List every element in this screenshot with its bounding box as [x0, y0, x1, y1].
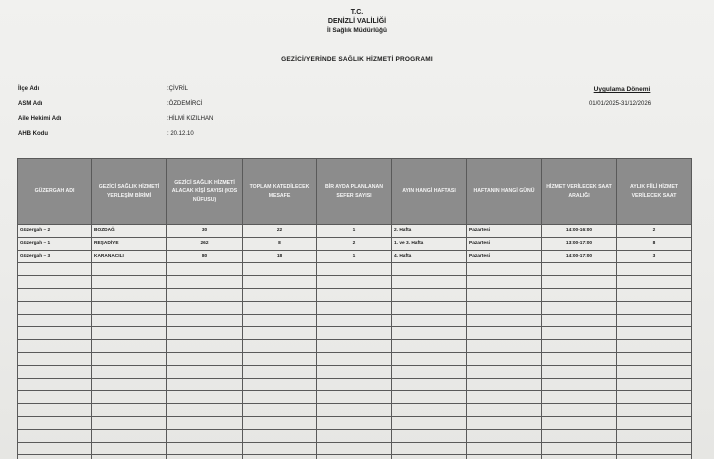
settlement-cell: REŞADİYE — [92, 237, 167, 250]
population-cell — [167, 340, 243, 353]
trips-cell — [317, 455, 392, 459]
week-cell — [392, 378, 467, 391]
population-cell: 30 — [167, 225, 243, 238]
asm-value: :ÖZDEMİRCİ — [167, 101, 203, 107]
route-name-cell — [18, 276, 92, 289]
settlement-cell — [92, 391, 167, 404]
day-cell — [467, 442, 542, 455]
monthly-hours-cell — [617, 455, 692, 459]
hours-cell — [542, 455, 617, 459]
monthly-hours-cell — [617, 288, 692, 301]
distance-cell — [243, 276, 317, 289]
table-row — [18, 225, 692, 238]
trips-cell: 1 — [317, 225, 392, 238]
distance-cell — [243, 365, 317, 378]
trips-cell — [317, 416, 392, 429]
week-cell — [392, 340, 467, 353]
col-header-week: AYIN HANGİ HAFTASI — [392, 159, 467, 225]
trips-cell — [317, 391, 392, 404]
day-cell — [467, 327, 542, 340]
monthly-hours-cell — [617, 378, 692, 391]
col-header-route-name: GÜZERGAH ADI — [18, 159, 92, 225]
asm-label: ASM Adı — [18, 101, 43, 107]
population-cell — [167, 429, 243, 442]
distance-cell — [243, 352, 317, 365]
trips-cell — [317, 340, 392, 353]
trips-cell — [317, 429, 392, 442]
settlement-cell — [92, 288, 167, 301]
trips-cell — [317, 365, 392, 378]
monthly-hours-cell: 3 — [617, 250, 692, 263]
week-cell — [392, 352, 467, 365]
day-cell — [467, 263, 542, 276]
day-cell — [467, 301, 542, 314]
day-cell — [467, 365, 542, 378]
week-cell — [392, 288, 467, 301]
hours-cell — [542, 378, 617, 391]
population-cell — [167, 455, 243, 459]
route-name-cell: Güzergah – 2 — [18, 225, 92, 238]
day-cell — [467, 314, 542, 327]
hours-cell — [542, 340, 617, 353]
population-cell — [167, 352, 243, 365]
day-cell — [467, 378, 542, 391]
week-cell — [392, 314, 467, 327]
population-cell — [167, 404, 243, 417]
day-cell: Pazartesi — [467, 237, 542, 250]
population-cell — [167, 416, 243, 429]
settlement-cell — [92, 378, 167, 391]
settlement-cell — [92, 429, 167, 442]
settlement-cell — [92, 352, 167, 365]
route-name-cell — [18, 327, 92, 340]
table-row-empty — [18, 340, 692, 353]
table-row-empty — [18, 263, 692, 276]
day-cell — [467, 391, 542, 404]
trips-cell — [317, 352, 392, 365]
population-cell: 262 — [167, 237, 243, 250]
route-name-cell — [18, 301, 92, 314]
period-value: 01/01/2025-31/12/2026 — [588, 101, 652, 107]
table-row-empty — [18, 404, 692, 417]
route-name-cell: Güzergah – 3 — [18, 250, 92, 263]
route-name-cell — [18, 340, 92, 353]
col-header-population: GEZİCİ SAĞLIK HİZMETİ ALACAK KİŞİ SAYISI (KDS NÜFUSU) — [167, 159, 243, 225]
distance-cell — [243, 288, 317, 301]
day-cell: Pazartesi — [467, 225, 542, 238]
week-cell: 4. Hafta — [392, 250, 467, 263]
day-cell — [467, 288, 542, 301]
route-name-cell — [18, 404, 92, 417]
district-label: İlçe Adı — [18, 86, 40, 92]
population-cell — [167, 263, 243, 276]
table-row-empty — [18, 416, 692, 429]
distance-cell — [243, 416, 317, 429]
hours-cell: 14:00-17:00 — [542, 250, 617, 263]
monthly-hours-cell — [617, 276, 692, 289]
settlement-cell — [92, 301, 167, 314]
day-cell — [467, 340, 542, 353]
monthly-hours-cell: 8 — [617, 237, 692, 250]
header-directorate: İl Sağlık Müdürlüğü — [327, 27, 387, 34]
monthly-hours-cell — [617, 352, 692, 365]
week-cell — [392, 404, 467, 417]
distance-cell — [243, 378, 317, 391]
hours-cell — [542, 301, 617, 314]
population-cell — [167, 276, 243, 289]
document-title: GEZİCİ/YERİNDE SAĞLIK HİZMETİ PROGRAMI — [281, 56, 433, 63]
trips-cell: 1 — [317, 250, 392, 263]
district-value: :ÇİVRİL — [167, 86, 189, 92]
monthly-hours-cell — [617, 301, 692, 314]
hours-cell — [542, 327, 617, 340]
distance-cell — [243, 314, 317, 327]
distance-cell — [243, 340, 317, 353]
distance-cell — [243, 301, 317, 314]
table-row-empty — [18, 455, 692, 459]
col-header-day: HAFTANIN HANGİ GÜNÜ — [467, 159, 542, 225]
table-row-empty — [18, 352, 692, 365]
hours-cell — [542, 429, 617, 442]
col-header-settlement: GEZİCİ SAĞLIK HİZMETİ YERLEŞİM BİRİMİ — [92, 159, 167, 225]
population-cell — [167, 442, 243, 455]
distance-cell — [243, 327, 317, 340]
week-cell — [392, 276, 467, 289]
population-cell — [167, 314, 243, 327]
route-name-cell — [18, 378, 92, 391]
week-cell — [392, 429, 467, 442]
week-cell: 1. ve 3. Hafta — [392, 237, 467, 250]
table-header-row — [18, 159, 692, 225]
monthly-hours-cell — [617, 263, 692, 276]
monthly-hours-cell — [617, 365, 692, 378]
week-cell — [392, 263, 467, 276]
hours-cell — [542, 352, 617, 365]
population-cell — [167, 288, 243, 301]
monthly-hours-cell — [617, 340, 692, 353]
route-name-cell — [18, 365, 92, 378]
settlement-cell — [92, 276, 167, 289]
settlement-cell: BOZDAĞ — [92, 225, 167, 238]
day-cell — [467, 416, 542, 429]
route-name-cell — [18, 416, 92, 429]
hours-cell — [542, 288, 617, 301]
table-row-empty — [18, 442, 692, 455]
route-name-cell — [18, 429, 92, 442]
route-name-cell — [18, 442, 92, 455]
hours-cell — [542, 276, 617, 289]
settlement-cell — [92, 327, 167, 340]
week-cell: 2. Hafta — [392, 225, 467, 238]
population-cell — [167, 301, 243, 314]
hours-cell — [542, 404, 617, 417]
physician-value: :HİLMİ KIZILHAN — [167, 116, 214, 122]
table-row-empty — [18, 327, 692, 340]
table-row — [18, 250, 692, 263]
table-row-empty — [18, 314, 692, 327]
population-cell — [167, 378, 243, 391]
header-tc: T.C. — [350, 9, 364, 16]
distance-cell — [243, 442, 317, 455]
route-name-cell — [18, 352, 92, 365]
settlement-cell — [92, 365, 167, 378]
week-cell — [392, 391, 467, 404]
trips-cell — [317, 288, 392, 301]
hours-cell — [542, 442, 617, 455]
distance-cell — [243, 391, 317, 404]
trips-cell — [317, 263, 392, 276]
table-row-empty — [18, 276, 692, 289]
settlement-cell — [92, 314, 167, 327]
hours-cell — [542, 263, 617, 276]
distance-cell: 8 — [243, 237, 317, 250]
route-name-cell — [18, 455, 92, 459]
distance-cell: 22 — [243, 225, 317, 238]
day-cell: Pazartesi — [467, 250, 542, 263]
monthly-hours-cell — [617, 404, 692, 417]
trips-cell: 2 — [317, 237, 392, 250]
day-cell — [467, 276, 542, 289]
week-cell — [392, 455, 467, 459]
distance-cell: 18 — [243, 250, 317, 263]
header-governorship: DENİZLİ VALİLİĞİ — [327, 18, 387, 25]
physician-label: Aile Hekimi Adı — [18, 116, 62, 122]
week-cell — [392, 327, 467, 340]
settlement-cell — [92, 340, 167, 353]
day-cell — [467, 352, 542, 365]
route-name-cell — [18, 314, 92, 327]
hours-cell: 14:00-16:00 — [542, 225, 617, 238]
trips-cell — [317, 442, 392, 455]
col-header-trips: BİR AYDA PLANLANAN SEFER SAYISI — [317, 159, 392, 225]
settlement-cell — [92, 442, 167, 455]
monthly-hours-cell — [617, 327, 692, 340]
table-row-empty — [18, 365, 692, 378]
day-cell — [467, 404, 542, 417]
monthly-hours-cell — [617, 391, 692, 404]
monthly-hours-cell — [617, 429, 692, 442]
population-cell — [167, 327, 243, 340]
monthly-hours-cell — [617, 442, 692, 455]
table-row-empty — [18, 378, 692, 391]
distance-cell — [243, 429, 317, 442]
day-cell — [467, 429, 542, 442]
route-name-cell: Güzergah – 1 — [18, 237, 92, 250]
route-name-cell — [18, 288, 92, 301]
ahb-code-value: : 20.12.10 — [167, 131, 194, 137]
distance-cell — [243, 404, 317, 417]
trips-cell — [317, 378, 392, 391]
trips-cell — [317, 301, 392, 314]
hours-cell — [542, 416, 617, 429]
service-program-table — [17, 158, 692, 459]
route-name-cell — [18, 263, 92, 276]
monthly-hours-cell — [617, 416, 692, 429]
period-label: Uygulama Dönemi — [593, 86, 651, 93]
week-cell — [392, 416, 467, 429]
table-row-empty — [18, 301, 692, 314]
settlement-cell — [92, 404, 167, 417]
table-row-empty — [18, 391, 692, 404]
table-row-empty — [18, 429, 692, 442]
distance-cell — [243, 455, 317, 459]
population-cell — [167, 365, 243, 378]
trips-cell — [317, 276, 392, 289]
week-cell — [392, 365, 467, 378]
route-name-cell — [18, 391, 92, 404]
trips-cell — [317, 314, 392, 327]
population-cell: 80 — [167, 250, 243, 263]
col-header-distance: TOPLAM KATEDİLECEK MESAFE — [243, 159, 317, 225]
day-cell — [467, 455, 542, 459]
monthly-hours-cell: 2 — [617, 225, 692, 238]
col-header-monthly-hours: AYLIK FİİLİ HİZMET VERİLECEK SAAT — [617, 159, 692, 225]
trips-cell — [317, 404, 392, 417]
trips-cell — [317, 327, 392, 340]
week-cell — [392, 301, 467, 314]
monthly-hours-cell — [617, 314, 692, 327]
week-cell — [392, 442, 467, 455]
hours-cell — [542, 365, 617, 378]
distance-cell — [243, 263, 317, 276]
hours-cell: 13:00-17:00 — [542, 237, 617, 250]
settlement-cell — [92, 416, 167, 429]
hours-cell — [542, 314, 617, 327]
col-header-hours: HİZMET VERİLECEK SAAT ARALIĞI — [542, 159, 617, 225]
table-row — [18, 237, 692, 250]
population-cell — [167, 391, 243, 404]
settlement-cell — [92, 455, 167, 459]
settlement-cell: KARANACILI — [92, 250, 167, 263]
ahb-code-label: AHB Kodu — [18, 131, 48, 137]
settlement-cell — [92, 263, 167, 276]
hours-cell — [542, 391, 617, 404]
table-row-empty — [18, 288, 692, 301]
